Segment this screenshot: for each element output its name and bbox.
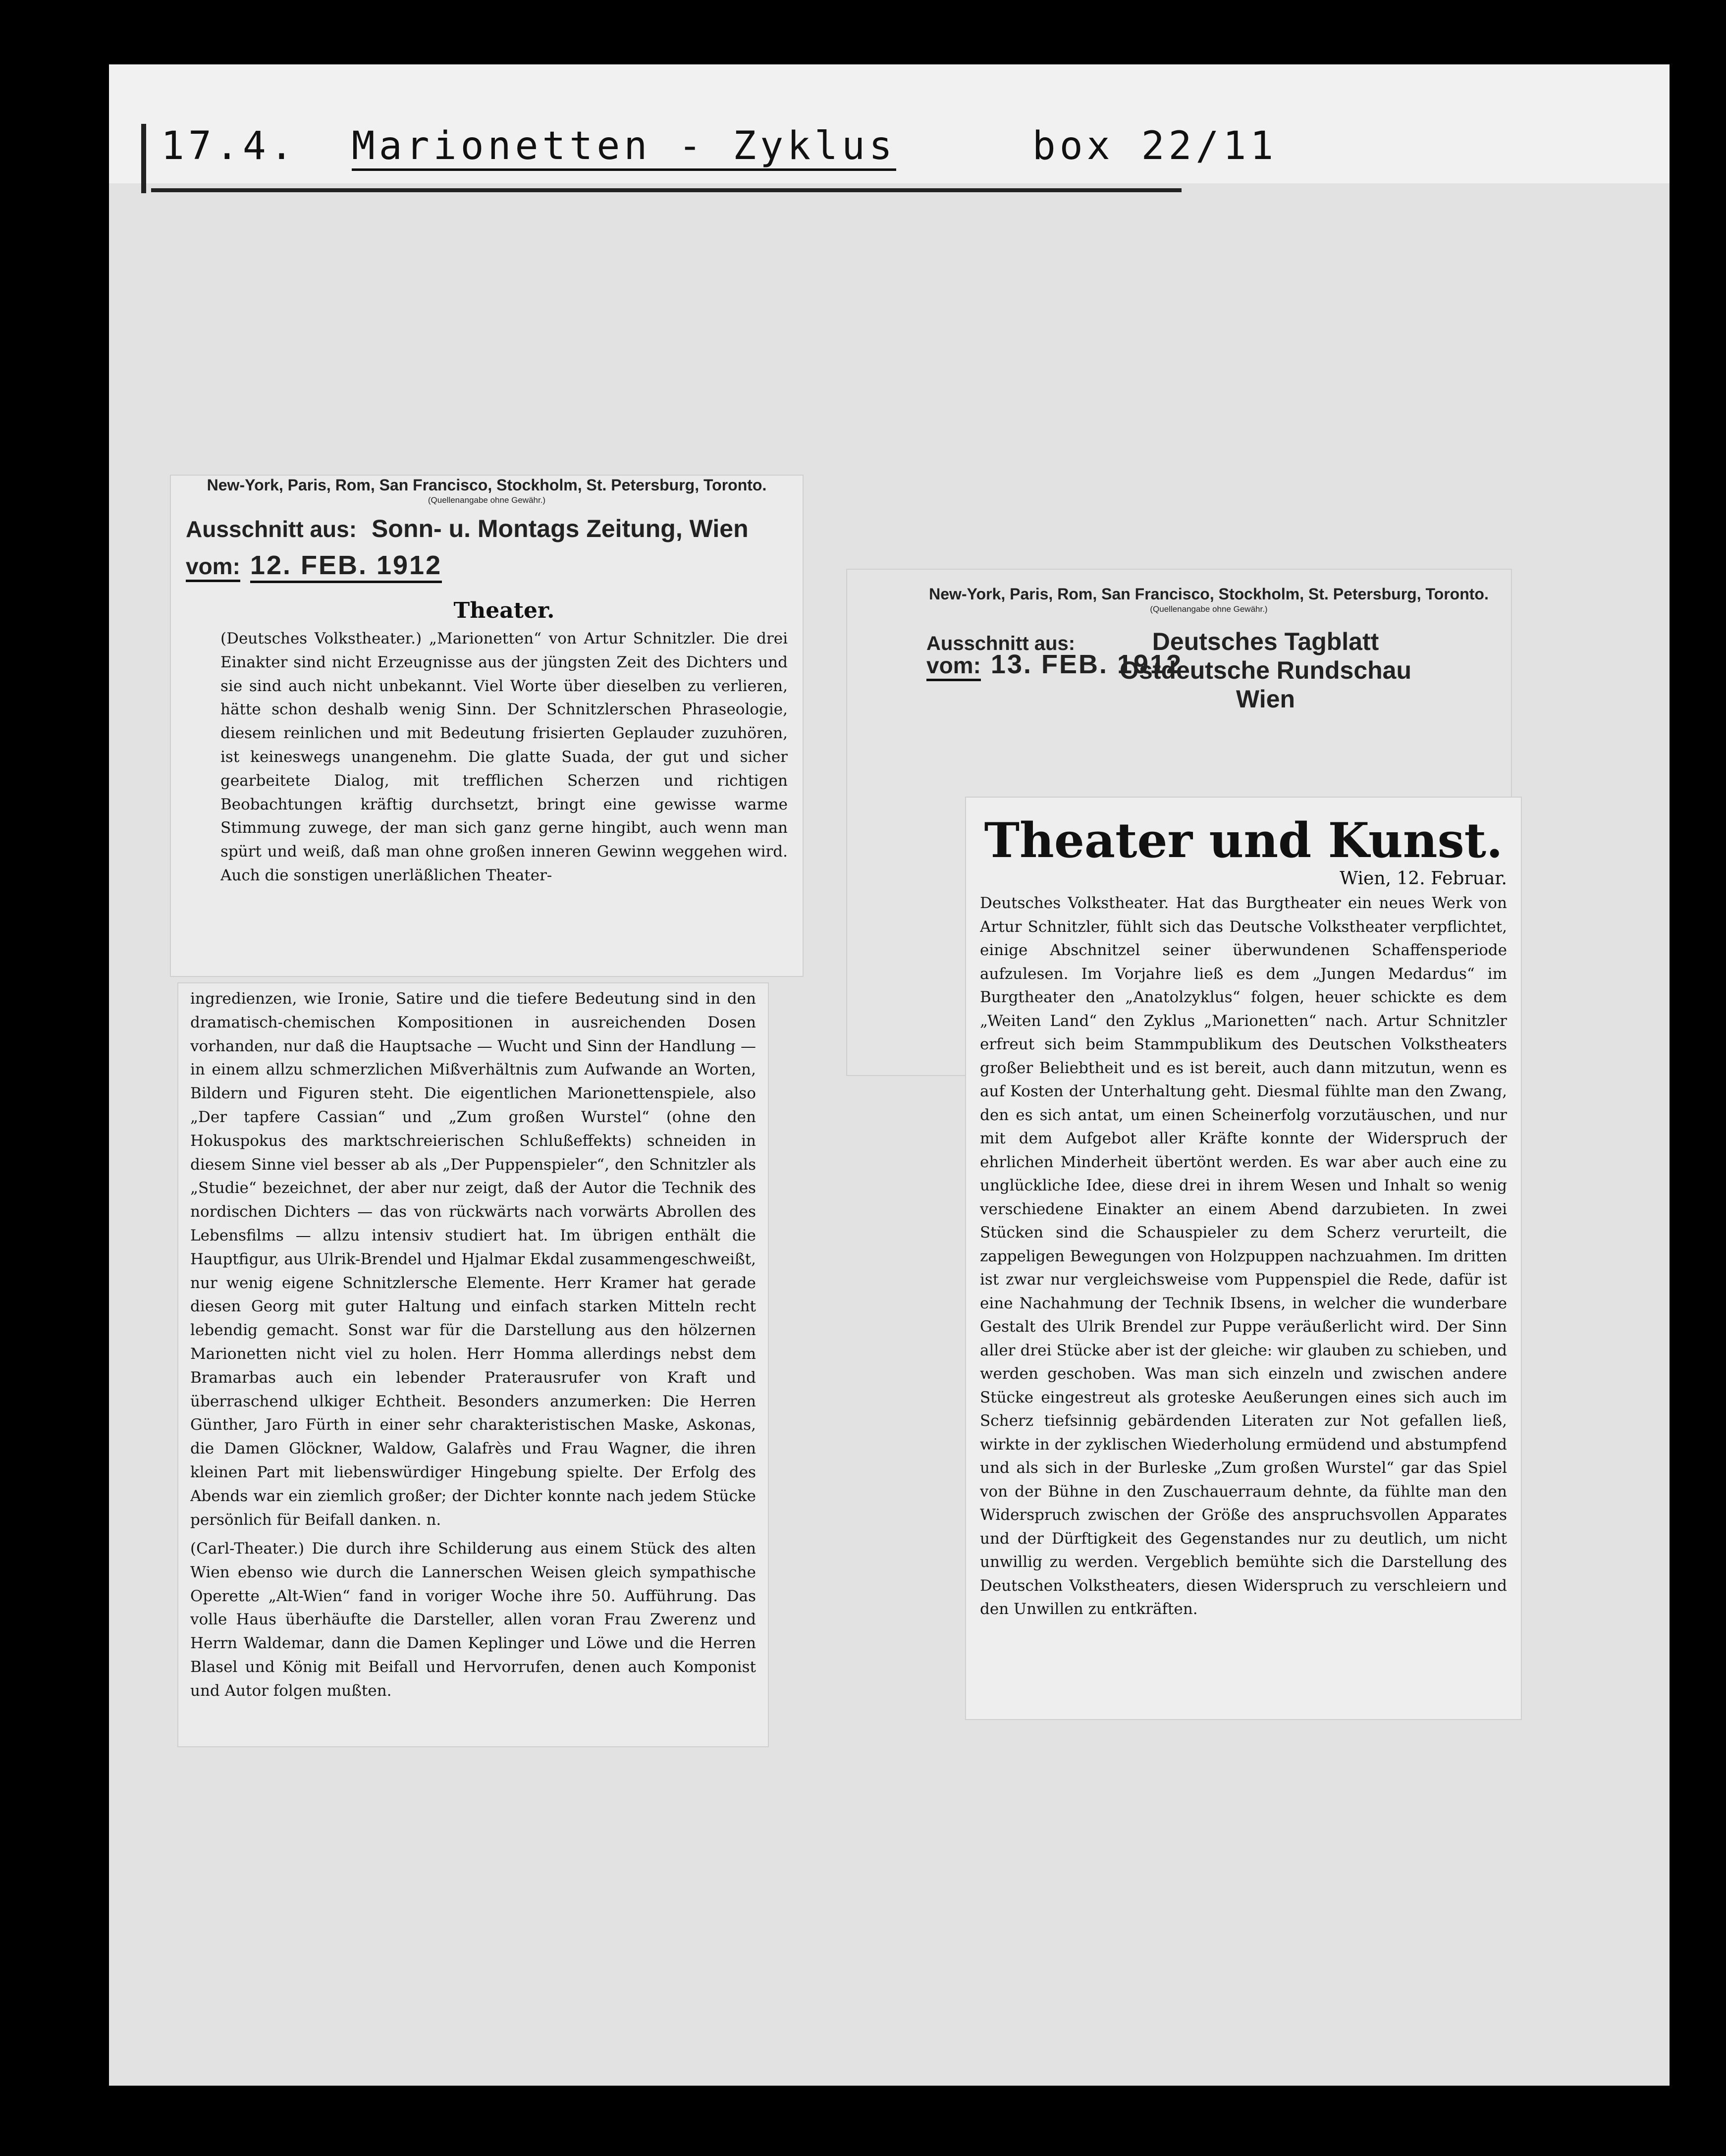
stamp-date-row xyxy=(186,550,788,583)
right-article-title: Theater und Kunst. xyxy=(984,812,1503,868)
left-article-paragraph-3: (Carl-Theater.) Die durch ihre Schilderung aus einem Stück des alten Wien ebenso wie durch die Lannerschen Weisen gleich sympathische Operette „Alt-Wien“ fand in voriger Woche ihre 50. Aufführung. Das volle Haus überhäufte die Darsteller, allen voran Frau Zwerenz und Herrn Waldemar, dann die Damen Keplinger und Löwe und die Herren Blasel und König mit Beifall und Hervorrufen, denen auch Komponist und Autor folgen mußten. xyxy=(190,1540,756,1700)
right-clipping-stamp xyxy=(847,570,1511,713)
box-number: box 22/11 xyxy=(1032,124,1278,168)
stamp-source-row xyxy=(186,514,788,543)
folder-title: Marionetten - Zyklus xyxy=(352,124,896,171)
stamp-newspaper-line-3: Wien xyxy=(1236,685,1295,713)
stamp-date: 12. FEB. 1912 xyxy=(250,550,442,583)
left-article-paragraph-1: (Deutsches Volkstheater.) „Marionetten“ von Artur Schnitzler. Die drei Einakter sind nicht Erzeugnisse aus der jüngsten Zeit des Dichters und sie sind auch nicht unbekannt. Viel Worte über dieselben zu verlieren, hätte schon deshalb wenig Sinn. Der Schnitzlerschen Phraseologie, diesem reinlichen und mit Bedeutung frisierten Geplauder zuzuhören, ist keineswegs unangenehm. Die glatte Suada, der gut und sicher gearbeitete Dialog, mit trefflichen Scherzen und richtigen Beobachtungen kräftig durchsetzt, bringt eine gewisse warme Stimmung zuwege, der man sich ganz gerne hingibt, auch wenn man spürt und weiß, daß man ohne großen inneren Gewinn weggehen wird. Auch die sonstigen unerläßlichen Theater- xyxy=(220,630,788,884)
stamp-clip-label: Ausschnitt aus: xyxy=(926,633,1076,654)
stamp-newspaper-line-1: Deutsches Tagblatt xyxy=(1152,628,1379,655)
header-rule xyxy=(151,188,1182,192)
header-margin-mark xyxy=(141,124,146,193)
stamp-source-note: (Quellenangabe ohne Gewähr.) xyxy=(1150,604,1268,614)
right-article-body: Deutsches Volkstheater. Hat das Burgtheater ein neues Werk von Artur Schnitzler, fühlt sich das Deutsche Volkstheater verpflichtet, einige Abschnitzel seiner überwundenen Schaffensperiode aufzulesen. Im Vorjahre ließ es dem „Jungen Medardus“ im Burgtheater den „Anatolzyklus“ folgen, heuer schickte es dem „Weiten Land“ den Zyklus „Marionetten“ nach. Artur Schnitzler erfreut sich beim Stammpublikum des Deutschen Volkstheaters großer Beliebtheit und es ist bereit, auch dann mitzutun, wenn es auf Kosten der Unterhaltung geht. Diesmal fühlte man den Zwang, den es sich antat, um einen Scheinerfolg vorzutäuschen, und nur mit dem Aufgebot aller Kräfte konnte der Widerspruch der ehrlichen Minderheit übertönt werden. Es war aber auch eine zu unglückliche Idee, diese drei in ihrem Wesen und Inhalt so wenig verschiedene Einakter an einem Abend darzubieten. In zwei Stücken sind die Schauspieler zu dem Scherz verurteilt, die zappeligen Bewegungen von Holzpuppen nachzuahmen. Im dritten ist zwar nur vergleichsweise vom Puppenspiel die Rede, dafür ist eine Nachahmung der Technik Ibsens, in welcher die wunderbare Gestalt des Ulrik Brendel zur Puppe veräußerlicht wird. Der Sinn aller drei Stücke aber ist der gleiche: wir glauben zu schieben, und werden geschoben. Was man sich einzeln und zwischen andere Stücke eingestreut als groteske Aeußerungen eines sich auch im Scherz tiefsinnig gebärdenden Literaten zur Not gefallen ließ, wirkte in der zyklischen Wiederholung ermüdend und abstumpfend und als sich in der Burleske „Zum großen Wurstel“ gar das Spiel von der Bühne in den Zuschauerraum dehnte, da fühlte man den Widerspruch zwischen der Größe des anspruchsvollen Apparates und der Dürftigkeit des Gegenstandes nur zu deutlich, um nicht unwillig zu werden. Vergeblich bemühte sich die Darstellung des Deutschen Volkstheaters, diesen Widerspruch zu verschleiern und den Unwillen zu entkräften. xyxy=(980,894,1507,1618)
stamp-clip-label: Ausschnitt aus: xyxy=(186,516,357,542)
left-clipping-bottom xyxy=(178,983,768,1746)
stamp-newspaper-name: Sonn- u. Montags Zeitung, Wien xyxy=(372,515,749,542)
stamp-date-label: vom: xyxy=(186,553,240,582)
folder-header xyxy=(161,124,1277,168)
stamp-cities: New-York, Paris, Rom, San Francisco, Stockholm, St. Petersburg, Toronto. xyxy=(929,585,1489,603)
left-clipping-top xyxy=(171,476,803,976)
stamp-cities: New-York, Paris, Rom, San Francisco, Stockholm, St. Petersburg, Toronto. xyxy=(207,476,767,494)
left-article-part1 xyxy=(171,583,803,924)
right-article-dateline: Wien, 12. Februar. xyxy=(1340,868,1507,889)
section-number: 17.4. xyxy=(161,124,297,168)
stamp-source-note: (Quellenangabe ohne Gewähr.) xyxy=(428,495,546,505)
stamp-date-label: vom: xyxy=(926,652,981,681)
stamp-newspaper-line-2: Ostdeutsche Rundschau xyxy=(1120,656,1412,684)
right-clipping-article xyxy=(966,798,1521,1719)
stamp-date: 13. FEB. 1912 xyxy=(990,649,1183,679)
left-article-paragraph-2: ingredienzen, wie Ironie, Satire und die tiefere Bedeutung sind in den dramatisch-chemischen Kompositionen in ausreichenden Dosen vorhanden, nur daß die Hauptsache — Wucht und Sinn der Handlung — in einem allzu schmerzlichen Mißverhältnis zum Aufwande an Worten, Bildern und Figuren steht. Die eigentlichen Marionettenspiele, also „Der tapfere Cassian“ und „Zum großen Wurstel“ (ohne den Hokuspokus des marktschreierischen Schlußeffekts) schneiden in diesem Sinne viel besser ab als „Der Puppenspieler“, den Schnitzler als „Studie“ bezeichnet, der aber nur zeigt, daß der Autor die Technik des nordischen Dichters — das von rückwärts nach vorwärts Abrollen des Lebensfilms — allzu intensiv studiert hat. Im übrigen enthält die Hauptfigur, aus Ulrik-Brendel und Hjalmar Ekdal zusammengeschweißt, nur wenig eigene Schnitzlersche Elemente. Herr Kramer hat gerade diesen Georg mit guter Haltung und einfach starken Mitteln recht lebendig gemacht. Sonst war für die Darstellung aus den hölzernen Marionetten nicht viel zu holen. Herr Homma allerdings nebst dem Bramarbas auch ein lebender Praterausrufer von Kraft und überraschend ulkiger Echtheit. Besonders anzumerken: Die Herren Günther, Jaro Fürth in einer sehr charakteristischen Maske, Askonas, die Damen Glöckner, Waldow, Galafrès und Frau Wagner, die ihren kleinen Part mit liebenswürdiger Hingebung spielte. Der Erfolg des Abends war ein ziemlich großer; der Dichter konnte nach jedem Stücke persönlich für Beifall danken. n. xyxy=(190,990,756,1529)
left-article-title: Theater. xyxy=(453,598,555,623)
left-clipping-stamp xyxy=(171,476,803,583)
